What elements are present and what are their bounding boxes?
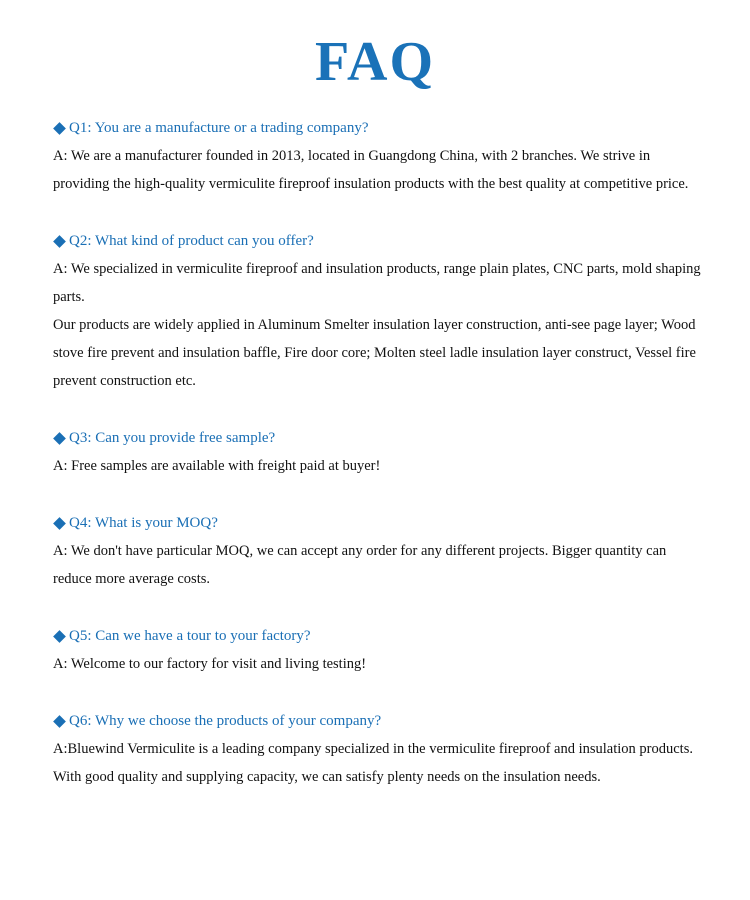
faq-item-3 (53, 424, 703, 480)
question-text: Q2: What kind of product can you offer? (69, 233, 314, 249)
page-title: FAQ (314, 31, 436, 93)
diamond-bullet-icon (53, 432, 66, 445)
diamond-bullet-icon (53, 235, 66, 248)
faq-list (53, 114, 703, 791)
diamond-bullet-icon (53, 517, 66, 530)
question-text: Q5: Can we have a tour to your factory? (69, 628, 311, 644)
faq-question (53, 227, 703, 255)
question-text: Q4: What is your MOQ? (69, 515, 218, 531)
faq-question (53, 509, 703, 537)
faq-answer: A: We are a manufacturer founded in 2013, located in Guangdong China, with 2 branches. We strive in providing the high-quality vermiculite fireproof insulation products with the best quality at competitive price. (53, 148, 689, 192)
question-text: Q6: Why we choose the products of your company? (69, 713, 382, 729)
diamond-bullet-icon (53, 122, 66, 135)
faq-answer: A: Welcome to our factory for visit and living testing! (53, 656, 367, 672)
faq-question (53, 707, 703, 735)
faq-answer: A: We don't have particular MOQ, we can accept any order for any different projects. Bigger quantity can reduce more average costs. (53, 543, 667, 587)
faq-item-1 (53, 114, 703, 198)
diamond-bullet-icon (53, 715, 66, 728)
faq-item-4 (53, 509, 703, 593)
faq-answer: A: We specialized in vermiculite fireproof and insulation products, range plain plates, CNC parts, mold shaping parts. (53, 261, 701, 305)
faq-item-6 (53, 707, 703, 791)
faq-question (53, 424, 703, 452)
question-text: Q1: You are a manufacture or a trading company? (69, 120, 369, 136)
faq-answer: A:Bluewind Vermiculite is a leading company specialized in the vermiculite fireproof and insulation products. With good quality and supplying capacity, we can satisfy plenty needs on the insulation needs. (53, 741, 693, 785)
faq-answer-paragraph: Our products are widely applied in Aluminum Smelter insulation layer construction, anti-see page layer; Wood stove fire prevent and insulation baffle, Fire door core; Molten steel ladle insulation layer construct, Vessel fire prevent construction etc. (53, 317, 696, 389)
faq-question (53, 622, 703, 650)
faq-question (53, 114, 703, 142)
diamond-bullet-icon (53, 630, 66, 643)
faq-item-2 (53, 227, 703, 395)
faq-answer: A: Free samples are available with freight paid at buyer! (53, 458, 381, 474)
faq-item-5 (53, 622, 703, 678)
question-text: Q3: Can you provide free sample? (69, 430, 276, 446)
